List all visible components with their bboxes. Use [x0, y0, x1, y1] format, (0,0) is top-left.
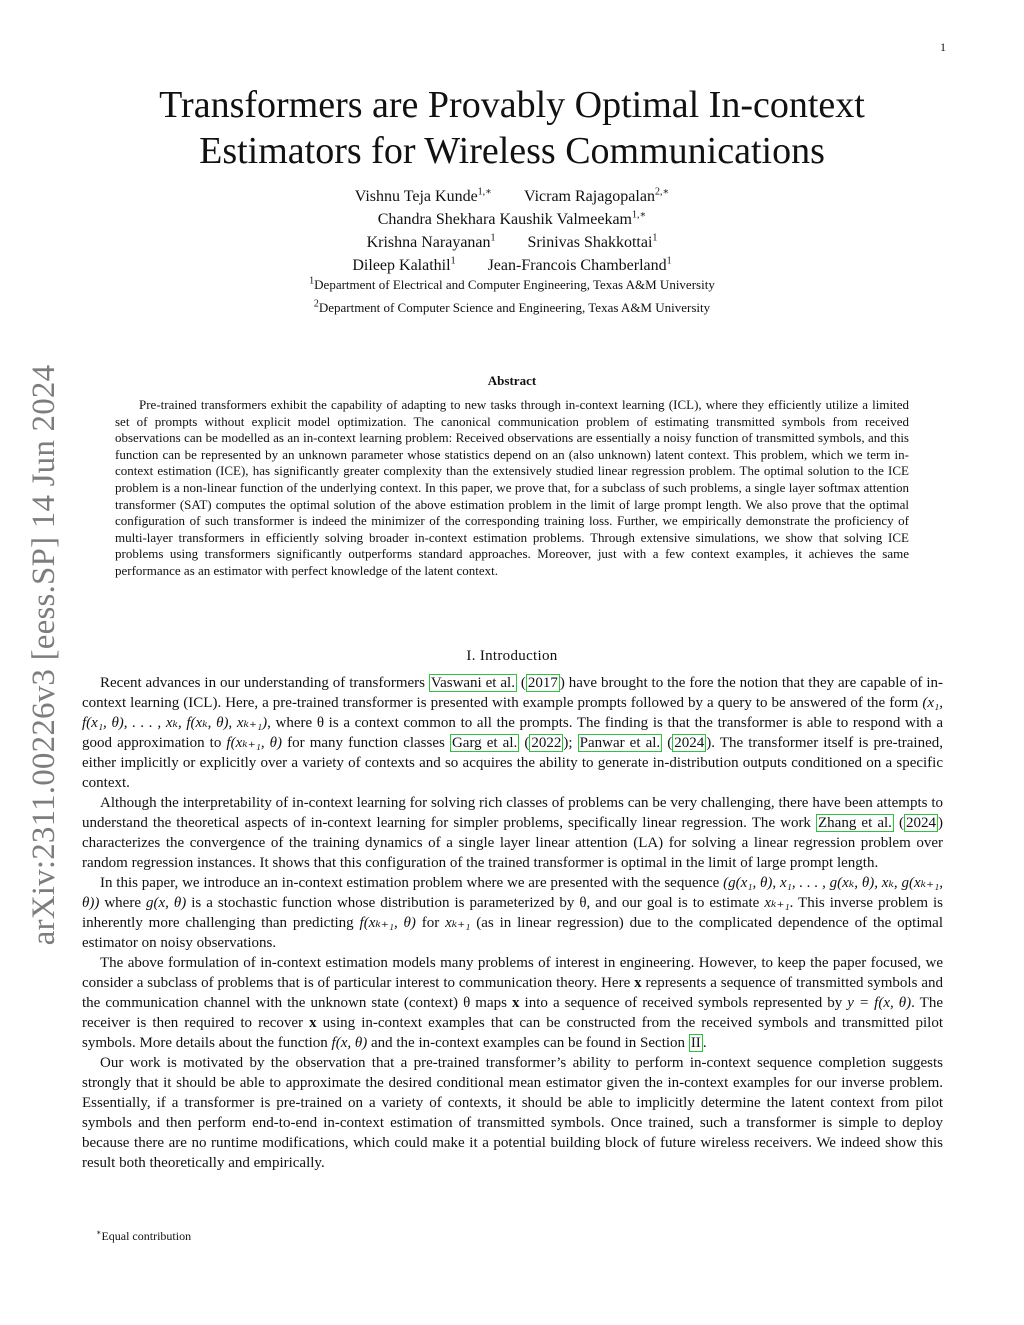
footnote: ∗Equal contribution — [96, 1228, 192, 1243]
section-heading: I. Introduction — [466, 648, 558, 664]
paragraph: Although the interpretability of in-context learning for solving rich classes of problems can be very challenging, there have been attempts to understand the theoretical aspects of in-context learning for simpler problems, specifically linear regression. The work Zhang et al. ( 2024 ) characterizes the convergence of the training dynamics of a single layer linear attention (LA) for solving a linear regression problem over random regression instances. It shows that this configuration of the trained transformer is optimal in the limit of large prompt length. — [82, 795, 943, 871]
math-expression: x — [512, 995, 520, 1011]
paper-title — [100, 82, 924, 174]
math-expression: f(xₖ₊₁, θ) — [226, 735, 283, 751]
author-name: Dileep Kalathil$^1$ — [352, 255, 456, 274]
math-expression: g(x, θ) — [145, 895, 187, 911]
body-text — [82, 673, 943, 1173]
paragraph: Recent advances in our understanding of transformers Vaswani et al. ( 2017 ) have brought to the fore the notion that they are capable of in-context learning (ICL). Here, a pre-trained transformer is presented with example prompts followed by a query to be answered of the form (x₁, f(x₁, θ), . . . , xₖ, f(xₖ, θ), xₖ₊₁), where θ is a context common to all the prompts. The finding is that the transformer is able to respond with a good approximation to f(xₖ₊₁, θ) for many function classes Garg et al. ( 2022 ); Panwar et al. ( 2024 ). The transformer itself is pre-trained, either implicitly or explicitly over a variety of contexts and so acquires the ability to generate in-distribution outputs conditioned on a specific context. — [82, 675, 944, 791]
author-name: Vishnu Teja Kunde$^{1,∗}$ — [354, 186, 492, 205]
math-expression: f(x, θ) — [331, 1035, 368, 1051]
citation-year-link[interactable]: 2022 — [531, 735, 562, 751]
math-expression: x — [634, 975, 642, 991]
affiliation-1: $^1$Department of Electrical and Computer Engineering, Texas A&M University — [309, 275, 715, 292]
math-expression: xₖ₊₁ — [764, 895, 790, 911]
citation-link[interactable]: Vaswani et al. — [430, 675, 515, 691]
citation-year-link[interactable]: 2024 — [905, 815, 936, 831]
author-name: Chandra Shekhara Kaushik Valmeekam$^{1,∗}$ — [377, 209, 647, 228]
section-link[interactable]: II — [690, 1035, 701, 1051]
affiliation-2: $^2$Department of Computer Science and Engineering, Texas A&M University — [313, 298, 711, 315]
page-number: 1 — [940, 40, 946, 54]
abstract-text: Pre-trained transformers exhibit the capability of adapting to new tasks through in-context learning (ICL), where they efficiently utilize a limited set of prompts without explicit model optimization. The canonical communication problem of estimating transmitted symbols from received observations can be modelled as an in-context learning problem: Received observations are essentially a noisy function of transmitted symbols, and this function can be represented by an unknown parameter whose statistics depend on an (also unknown) latent context. This problem, which we term in-context estimation (ICE), has significantly greater complexity than the extensively studied linear regression problem. The optimal solution to the ICE problem is a non-linear function of the underlying context. In this paper, we prove that, for a subclass of such problems, a single layer softmax attention transformer (SAT) computes the optimal solution of the above estimation problem in the limit of large prompt length. We also prove that the optimal configuration of such transformer is indeed the minimizer of the corresponding training loss. Further, we empirically demonstrate the proficiency of multi-layer transformers in efficiently solving broader in-context estimation problems. Through extensive simulations, we show that solving ICE problems using transformers significantly outperforms standard approaches. Moreover, just with a few context examples, it achieves the same performance as an estimator with perfect knowledge of the latent context. — [115, 397, 909, 578]
author-name: Vicram Rajagopalan$^{2,∗}$ — [523, 186, 670, 205]
citation-link[interactable]: Panwar et al. — [579, 735, 661, 751]
paragraph: Our work is motivated by the observation that a pre-trained transformer’s ability to perform in-context sequence completion suggests strongly that it should be able to approximate the desired conditional mean estimator given the in-context examples for our inverse problem. Essentially, if a transformer is pre-trained on a variety of contexts, it should be able to implicitly determine the latent context from pilot symbols and then perform end-to-end in-context estimation of transmitted symbols. Once trained, such a transformer is simple to deploy because there are no runtime modifications, which could make it a potential building block of future wireless receivers. We indeed show this result both theoretically and empirically. — [82, 1055, 943, 1171]
abstract-heading: Abstract — [487, 373, 537, 388]
paragraph: The above formulation of in-context estimation models many problems of interest in engineering. However, to keep the paper focused, we consider a subclass of problems that is of particular interest to communication theory. Here x represents a sequence of transmitted symbols and the communication channel with the unknown state (context) θ maps x into a sequence of received symbols represented by y = f(x, θ). The receiver is then required to recover x using in-context examples that can be constructed from the received symbols and transmitted pilot symbols. More details about the function f(x, θ) and the in-context examples can be found in Section II . — [82, 955, 943, 1051]
math-expression: (g(x₁, θ), x₁, . . . , g(xₖ, θ), xₖ, g(xₖ₊₁, θ)) — [82, 875, 943, 911]
math-expression: xₖ₊₁ — [445, 915, 471, 931]
citation-year-link[interactable]: 2017 — [527, 675, 558, 691]
math-expression: y = f(x, θ) — [847, 995, 912, 1011]
citation-link[interactable]: Garg et al. — [451, 735, 518, 751]
math-expression: x — [309, 1015, 317, 1031]
author-list — [100, 185, 924, 277]
author-name: Srinivas Shakkottai$^1$ — [527, 232, 658, 251]
author-name: Krishna Narayanan$^1$ — [366, 232, 496, 251]
title-line-1: Transformers are Provably Optimal In-context — [159, 84, 865, 126]
paragraph: In this paper, we introduce an in-context estimation problem where we are presented with the sequence (g(x₁, θ), x₁, . . . , g(xₖ, θ), xₖ, g(xₖ₊₁, θ)) where g(x, θ) is a stochastic function whose distribution is parameterized by θ, and our goal is to estimate xₖ₊₁. This inverse problem is inherently more challenging than predicting f(xₖ₊₁, θ) for xₖ₊₁ (as in linear regression) due to the complicated dependence of the optimal estimator on noisy observations. — [82, 875, 943, 951]
citation-year-link[interactable]: 2024 — [674, 735, 705, 751]
citation-link[interactable]: Zhang et al. — [818, 815, 892, 831]
math-expression: (x₁, f(x₁, θ), . . . , xₖ, f(xₖ, θ), xₖ₊₁) — [82, 695, 943, 731]
title-line-2: Estimators for Wireless Communications — [199, 130, 825, 172]
arxiv-stamp[interactable]: arXiv:2311.00226v3 [eess.SP] 14 Jun 2024 — [26, 364, 62, 946]
author-name: Jean-Francois Chamberland$^1$ — [487, 255, 672, 274]
math-expression: f(xₖ₊₁, θ) — [359, 915, 416, 931]
